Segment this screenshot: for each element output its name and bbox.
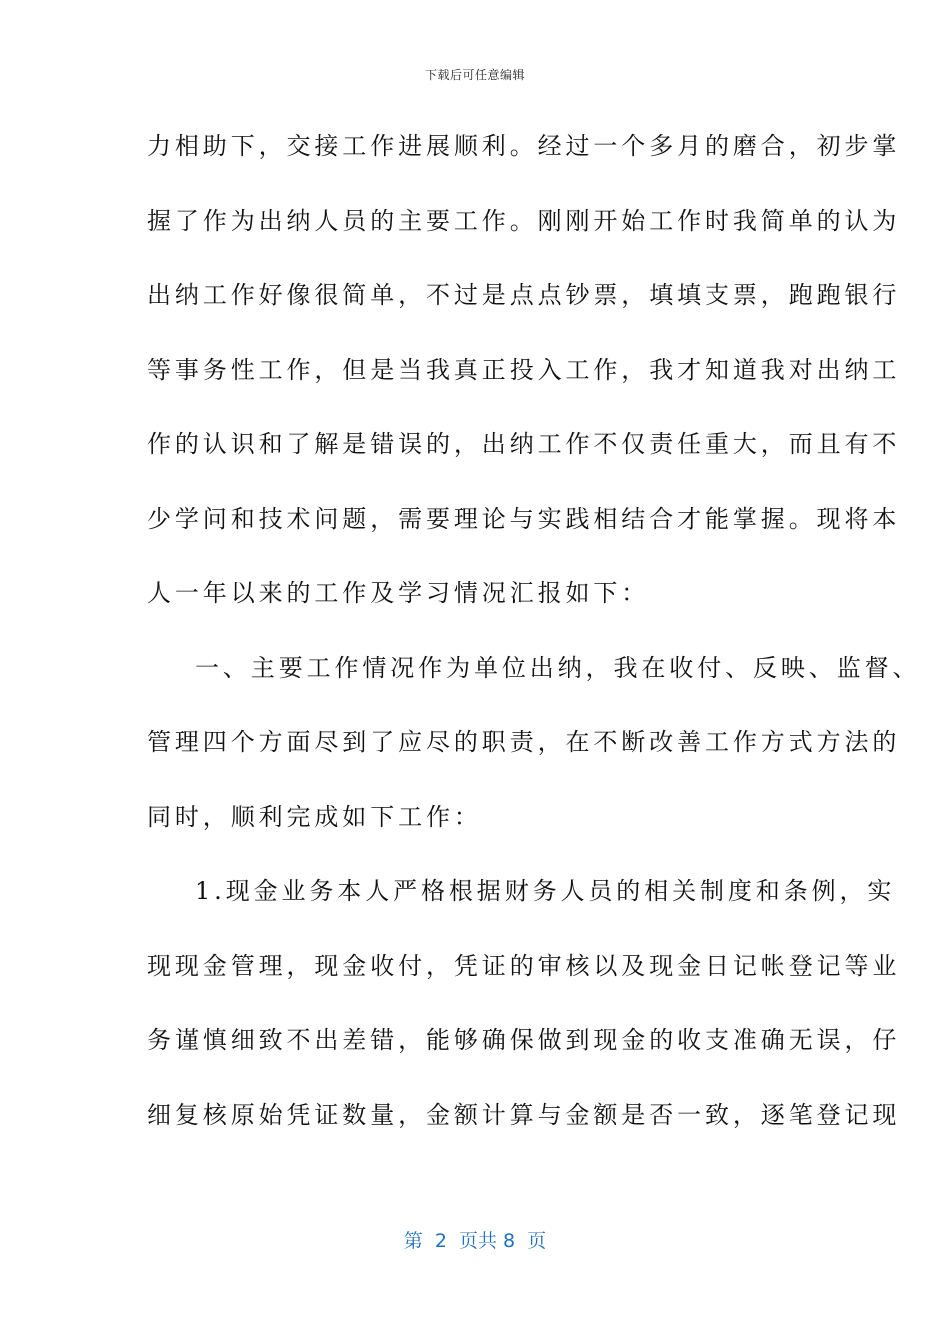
body-line: 人一年以来的工作及学习情况汇报如下： xyxy=(147,579,650,607)
body-line: 务谨慎细致不出差错，能够确保做到现金的收支准确无误，仔 xyxy=(147,1026,901,1054)
page-number-footer: 第 2 页共 8 页 xyxy=(403,1230,547,1252)
list-item-line: 1.现金业务本人严格根据财务人员的相关制度和条例，实 xyxy=(195,877,896,905)
body-line: 力相助下，交接工作进展顺利。经过一个多月的磨合，初步掌 xyxy=(147,132,901,160)
body-line: 现现金管理，现金收付，凭证的审核以及现金日记帐登记等业 xyxy=(147,951,901,980)
body-line: 作的认识和了解是错误的，出纳工作不仅责任重大，而且有不 xyxy=(147,430,901,458)
body-line: 少学问和技术问题，需要理论与实践相结合才能掌握。现将本 xyxy=(147,504,901,533)
body-line: 出纳工作好像很简单，不过是点点钞票，填填支票，跑跑银行 xyxy=(147,281,901,309)
body-line: 同时，顺利完成如下工作： xyxy=(147,802,482,831)
page-header: 下载后可任意编辑 xyxy=(424,68,525,82)
document-body xyxy=(147,118,921,1161)
body-line: 等事务性工作，但是当我真正投入工作，我才知道我对出纳工 xyxy=(147,355,901,384)
body-line: 管理四个方面尽到了应尽的职责，在不断改善工作方式方法的 xyxy=(147,728,901,756)
body-line: 细复核原始凭证数量，金额计算与金额是否一致，逐笔登记现 xyxy=(147,1100,901,1129)
body-line: 握了作为出纳人员的主要工作。刚刚开始工作时我简单的认为 xyxy=(147,206,901,235)
section-heading-line: 一、主要工作情况作为单位出纳，我在收付、反映、监督、 xyxy=(195,653,921,682)
